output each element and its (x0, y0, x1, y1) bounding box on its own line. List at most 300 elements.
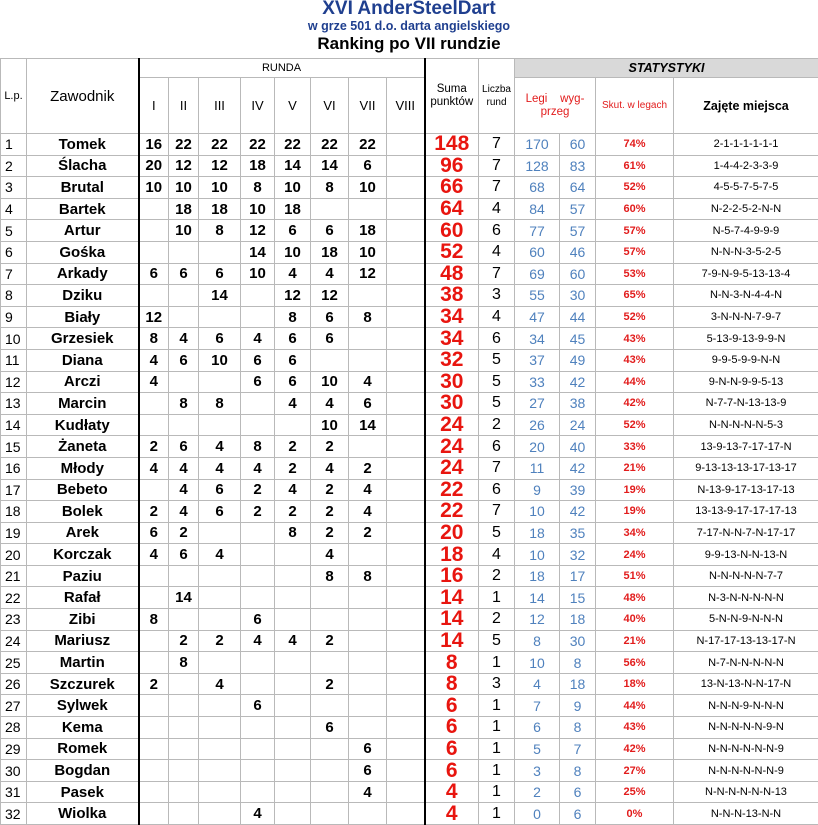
round-score-cell (139, 717, 169, 739)
round-score-cell: 6 (349, 760, 387, 782)
rounds-played-cell: 1 (479, 738, 515, 760)
legs-lost-cell: 9 (560, 695, 596, 717)
legs-lost-cell: 38 (560, 393, 596, 415)
player-name-cell: Młody (27, 457, 139, 479)
places-cell: 5-13-9-13-9-9-N (674, 328, 818, 350)
round-score-cell (387, 371, 425, 393)
round-score-cell (169, 414, 199, 436)
round-score-cell (241, 522, 275, 544)
player-name-cell: Ślacha (27, 155, 139, 177)
effectiveness-cell: 33% (596, 436, 674, 458)
legs-lost-cell: 15 (560, 587, 596, 609)
table-row (1, 198, 818, 220)
table-row (1, 349, 818, 371)
legs-lost-cell: 6 (560, 781, 596, 803)
round-score-cell (241, 717, 275, 739)
legs-lost-cell: 18 (560, 609, 596, 631)
round-score-cell (387, 717, 425, 739)
player-name-cell: Arek (27, 522, 139, 544)
places-cell: N-17-17-13-13-17-N (674, 630, 818, 652)
round-score-cell: 10 (169, 220, 199, 242)
round-score-cell: 8 (241, 177, 275, 199)
round-score-cell (139, 738, 169, 760)
rank-cell: 22 (1, 587, 27, 609)
round-score-cell: 22 (169, 134, 199, 156)
places-cell: N-3-N-N-N-N-N (674, 587, 818, 609)
player-name-cell: Arczi (27, 371, 139, 393)
round-score-cell (349, 609, 387, 631)
sum-header: Suma punktów (425, 59, 479, 134)
legs-won-cell: 34 (515, 328, 560, 350)
round-score-cell (139, 781, 169, 803)
round-score-cell (139, 630, 169, 652)
rank-cell: 16 (1, 457, 27, 479)
round-score-cell: 18 (349, 220, 387, 242)
table-row (1, 479, 818, 501)
legs-lost-label: przeg (541, 106, 570, 118)
total-points-cell: 32 (425, 349, 479, 371)
effectiveness-cell: 25% (596, 781, 674, 803)
total-points-cell: 6 (425, 717, 479, 739)
round-score-cell: 2 (241, 501, 275, 523)
table-row (1, 414, 818, 436)
round-score-cell (169, 803, 199, 825)
round-score-cell: 12 (349, 263, 387, 285)
round-score-cell (275, 544, 311, 566)
legs-lost-cell: 42 (560, 457, 596, 479)
total-points-cell: 30 (425, 371, 479, 393)
places-cell: 9-9-5-9-9-N-N (674, 349, 818, 371)
table-row (1, 134, 818, 156)
round-score-cell: 22 (199, 134, 241, 156)
legs-lost-cell: 49 (560, 349, 596, 371)
rounds-played-cell: 7 (479, 263, 515, 285)
rounds-played-cell: 5 (479, 630, 515, 652)
player-name-cell: Bogdan (27, 760, 139, 782)
round-score-cell (387, 134, 425, 156)
round-score-cell (311, 652, 349, 674)
table-row (1, 630, 818, 652)
total-points-cell: 66 (425, 177, 479, 199)
round-score-cell (275, 760, 311, 782)
round-score-cell: 6 (199, 263, 241, 285)
places-cell: N-N-N-13-N-N (674, 803, 818, 825)
round-score-cell: 4 (275, 630, 311, 652)
places-cell: N-5-7-4-9-9-9 (674, 220, 818, 242)
round-score-cell (241, 565, 275, 587)
round-score-cell (199, 587, 241, 609)
round-score-cell: 4 (349, 479, 387, 501)
round-score-cell (275, 587, 311, 609)
round-score-cell: 10 (311, 371, 349, 393)
round-score-cell (387, 328, 425, 350)
round-score-cell (387, 414, 425, 436)
effectiveness-cell: 21% (596, 457, 674, 479)
effectiveness-cell: 43% (596, 328, 674, 350)
round-score-cell: 4 (199, 436, 241, 458)
round-header-1: I (139, 78, 169, 134)
places-cell: 1-4-4-2-3-3-9 (674, 155, 818, 177)
rank-cell: 3 (1, 177, 27, 199)
legs-won-cell: 60 (515, 241, 560, 263)
round-score-cell: 2 (199, 630, 241, 652)
round-score-cell: 4 (241, 328, 275, 350)
round-score-cell (139, 479, 169, 501)
total-points-cell: 6 (425, 760, 479, 782)
table-row (1, 177, 818, 199)
effectiveness-cell: 24% (596, 544, 674, 566)
round-score-cell (241, 587, 275, 609)
places-cell: N-2-2-5-2-N-N (674, 198, 818, 220)
places-header: Zajęte miejsca (674, 78, 818, 134)
round-score-cell: 6 (275, 328, 311, 350)
rank-cell: 32 (1, 803, 27, 825)
legs-won-cell: 12 (515, 609, 560, 631)
round-score-cell: 4 (169, 479, 199, 501)
places-cell: 9-N-N-9-9-5-13 (674, 371, 818, 393)
rounds-played-cell: 5 (479, 522, 515, 544)
table-row (1, 457, 818, 479)
rounds-played-cell: 7 (479, 177, 515, 199)
round-score-cell (275, 673, 311, 695)
round-score-cell: 10 (169, 177, 199, 199)
rounds-played-cell: 1 (479, 695, 515, 717)
rank-cell: 31 (1, 781, 27, 803)
round-score-cell: 6 (349, 738, 387, 760)
round-score-cell (387, 349, 425, 371)
round-score-cell: 14 (169, 587, 199, 609)
rounds-played-cell: 1 (479, 587, 515, 609)
round-score-cell (169, 609, 199, 631)
round-header-7: VII (349, 78, 387, 134)
effectiveness-cell: 57% (596, 241, 674, 263)
round-score-cell: 4 (139, 544, 169, 566)
round-score-cell (199, 717, 241, 739)
table-row (1, 609, 818, 631)
round-score-cell: 2 (275, 457, 311, 479)
round-score-cell: 6 (311, 717, 349, 739)
round-score-cell: 14 (349, 414, 387, 436)
total-points-cell: 48 (425, 263, 479, 285)
rounds-played-cell: 1 (479, 803, 515, 825)
legs-won-cell: 10 (515, 544, 560, 566)
places-cell: 7-9-N-9-5-13-13-4 (674, 263, 818, 285)
round-score-cell: 2 (139, 501, 169, 523)
player-name-cell: Diana (27, 349, 139, 371)
total-points-cell: 24 (425, 414, 479, 436)
legs-lost-cell: 7 (560, 738, 596, 760)
round-score-cell: 12 (275, 285, 311, 307)
round-score-cell: 14 (241, 241, 275, 263)
legs-lost-cell: 18 (560, 673, 596, 695)
round-score-cell: 2 (139, 436, 169, 458)
legs-won-cell: 20 (515, 436, 560, 458)
places-cell: 3-N-N-N-7-9-7 (674, 306, 818, 328)
round-score-cell (169, 717, 199, 739)
places-cell: 2-1-1-1-1-1-1 (674, 134, 818, 156)
round-score-cell (349, 695, 387, 717)
effectiveness-cell: 42% (596, 738, 674, 760)
round-score-cell (169, 565, 199, 587)
round-score-cell (139, 285, 169, 307)
total-points-cell: 20 (425, 522, 479, 544)
lp-header: L.p. (1, 59, 27, 134)
round-score-cell: 20 (139, 155, 169, 177)
player-name-cell: Tomek (27, 134, 139, 156)
rank-cell: 27 (1, 695, 27, 717)
round-score-cell: 8 (275, 522, 311, 544)
round-score-cell (169, 673, 199, 695)
round-score-cell (349, 285, 387, 307)
round-score-cell (275, 695, 311, 717)
round-header-4: IV (241, 78, 275, 134)
player-name-cell: Martin (27, 652, 139, 674)
rounds-played-header: Liczba rund (479, 59, 515, 134)
round-score-cell: 6 (241, 695, 275, 717)
rank-cell: 10 (1, 328, 27, 350)
round-header-3: III (199, 78, 241, 134)
round-score-cell: 6 (139, 522, 169, 544)
round-score-cell (311, 781, 349, 803)
round-score-cell (387, 695, 425, 717)
rank-cell: 25 (1, 652, 27, 674)
round-score-cell: 4 (169, 328, 199, 350)
round-score-cell (199, 522, 241, 544)
legs-won-cell: 5 (515, 738, 560, 760)
round-score-cell (387, 436, 425, 458)
round-score-cell: 4 (311, 457, 349, 479)
legs-won-cell: 10 (515, 501, 560, 523)
effectiveness-cell: 60% (596, 198, 674, 220)
round-score-cell (387, 522, 425, 544)
round-score-cell (311, 198, 349, 220)
round-score-cell (275, 803, 311, 825)
table-row (1, 695, 818, 717)
round-score-cell (241, 306, 275, 328)
rank-cell: 7 (1, 263, 27, 285)
sheet-heading: Ranking po VII rundzie (0, 34, 818, 56)
round-score-cell: 12 (139, 306, 169, 328)
round-score-cell: 22 (241, 134, 275, 156)
places-cell: N-7-7-N-13-13-9 (674, 393, 818, 415)
rounds-played-cell: 3 (479, 673, 515, 695)
places-cell: N-N-N-N-N-N-9 (674, 738, 818, 760)
round-score-cell: 4 (275, 263, 311, 285)
places-cell: 7-17-N-N-7-N-17-17 (674, 522, 818, 544)
round-score-cell (387, 263, 425, 285)
round-score-cell (241, 652, 275, 674)
rounds-played-cell: 6 (479, 479, 515, 501)
round-header-8: VIII (387, 78, 425, 134)
round-score-cell (275, 652, 311, 674)
round-score-cell (199, 760, 241, 782)
rank-cell: 30 (1, 760, 27, 782)
round-score-cell: 2 (349, 457, 387, 479)
round-score-cell: 6 (275, 371, 311, 393)
total-points-cell: 4 (425, 781, 479, 803)
rank-cell: 21 (1, 565, 27, 587)
table-row (1, 587, 818, 609)
places-cell: N-N-N-N-N-N-9 (674, 760, 818, 782)
rounds-played-cell: 7 (479, 501, 515, 523)
total-points-cell: 30 (425, 393, 479, 415)
round-score-cell (169, 738, 199, 760)
round-score-cell: 6 (311, 220, 349, 242)
round-score-cell: 10 (199, 349, 241, 371)
legs-lost-cell: 40 (560, 436, 596, 458)
round-score-cell: 4 (169, 501, 199, 523)
legs-won-cell: 26 (515, 414, 560, 436)
round-score-cell (387, 220, 425, 242)
legs-won-cell: 84 (515, 198, 560, 220)
total-points-cell: 14 (425, 587, 479, 609)
table-row (1, 393, 818, 415)
total-points-cell: 22 (425, 501, 479, 523)
round-score-cell: 10 (241, 198, 275, 220)
rank-cell: 26 (1, 673, 27, 695)
round-score-cell (275, 781, 311, 803)
rounds-played-cell: 4 (479, 198, 515, 220)
rank-cell: 20 (1, 544, 27, 566)
round-score-cell: 2 (311, 522, 349, 544)
player-name-cell: Marcin (27, 393, 139, 415)
round-score-cell: 2 (311, 630, 349, 652)
round-score-cell: 6 (169, 544, 199, 566)
round-score-cell (139, 587, 169, 609)
rank-cell: 2 (1, 155, 27, 177)
rank-cell: 13 (1, 393, 27, 415)
places-cell: N-N-N-N-N-7-7 (674, 565, 818, 587)
table-row (1, 501, 818, 523)
round-score-cell (311, 587, 349, 609)
places-cell: N-N-N-9-N-N-N (674, 695, 818, 717)
round-score-cell: 6 (169, 263, 199, 285)
round-score-cell (275, 565, 311, 587)
round-header-6: VI (311, 78, 349, 134)
round-score-cell (349, 630, 387, 652)
rounds-played-cell: 6 (479, 328, 515, 350)
round-score-cell: 6 (199, 479, 241, 501)
round-score-cell (387, 673, 425, 695)
player-name-cell: Żaneta (27, 436, 139, 458)
round-score-cell: 18 (275, 198, 311, 220)
round-score-cell: 8 (199, 220, 241, 242)
legs-label: Legi (526, 93, 548, 105)
rank-cell: 1 (1, 134, 27, 156)
player-name-cell: Brutal (27, 177, 139, 199)
round-score-cell (139, 241, 169, 263)
legs-lost-cell: 42 (560, 371, 596, 393)
round-score-cell: 6 (169, 436, 199, 458)
round-score-cell: 10 (349, 177, 387, 199)
table-row (1, 220, 818, 242)
rounds-played-cell: 4 (479, 544, 515, 566)
total-points-cell: 6 (425, 695, 479, 717)
round-score-cell (241, 781, 275, 803)
legs-lost-cell: 32 (560, 544, 596, 566)
round-score-cell (241, 544, 275, 566)
legs-won-cell: 0 (515, 803, 560, 825)
round-score-cell (311, 738, 349, 760)
total-points-cell: 148 (425, 134, 479, 156)
places-cell: N-13-9-17-13-17-13 (674, 479, 818, 501)
round-score-cell: 2 (139, 673, 169, 695)
round-score-cell (349, 587, 387, 609)
total-points-cell: 22 (425, 479, 479, 501)
player-name-cell: Rafał (27, 587, 139, 609)
round-score-cell: 8 (169, 393, 199, 415)
rank-cell: 29 (1, 738, 27, 760)
table-row (1, 544, 818, 566)
legs-won-cell: 33 (515, 371, 560, 393)
round-score-cell (139, 414, 169, 436)
table-row (1, 436, 818, 458)
round-score-cell: 8 (349, 306, 387, 328)
round-score-cell (199, 241, 241, 263)
round-score-cell: 10 (241, 263, 275, 285)
table-row (1, 328, 818, 350)
rank-cell: 15 (1, 436, 27, 458)
legs-won-cell: 10 (515, 652, 560, 674)
table-row (1, 781, 818, 803)
effectiveness-cell: 56% (596, 652, 674, 674)
round-score-cell: 8 (199, 393, 241, 415)
round-score-cell (311, 760, 349, 782)
legs-lost-cell: 24 (560, 414, 596, 436)
round-score-cell (241, 738, 275, 760)
round-score-cell: 4 (169, 457, 199, 479)
rank-cell: 11 (1, 349, 27, 371)
round-score-cell: 6 (311, 306, 349, 328)
rounds-played-cell: 2 (479, 565, 515, 587)
rounds-played-cell: 6 (479, 220, 515, 242)
round-score-cell (169, 781, 199, 803)
round-score-cell (241, 393, 275, 415)
effectiveness-cell: 51% (596, 565, 674, 587)
round-score-cell: 4 (139, 457, 169, 479)
table-row (1, 565, 818, 587)
effectiveness-cell: 52% (596, 306, 674, 328)
round-score-cell (387, 738, 425, 760)
rounds-played-cell: 1 (479, 717, 515, 739)
table-row (1, 803, 818, 825)
round-score-cell: 4 (199, 457, 241, 479)
rank-cell: 19 (1, 522, 27, 544)
round-score-cell: 10 (275, 241, 311, 263)
round-score-cell: 10 (275, 177, 311, 199)
legs-won-cell: 37 (515, 349, 560, 371)
rank-cell: 5 (1, 220, 27, 242)
round-score-cell: 4 (241, 630, 275, 652)
round-score-cell (169, 285, 199, 307)
total-points-cell: 4 (425, 803, 479, 825)
round-score-cell: 18 (199, 198, 241, 220)
round-score-cell: 10 (349, 241, 387, 263)
table-row (1, 263, 818, 285)
round-score-cell: 8 (241, 436, 275, 458)
legs-won-cell: 27 (515, 393, 560, 415)
rank-cell: 23 (1, 609, 27, 631)
round-score-cell: 4 (241, 457, 275, 479)
round-score-cell (349, 328, 387, 350)
total-points-cell: 34 (425, 328, 479, 350)
player-name-cell: Kema (27, 717, 139, 739)
rounds-played-cell: 2 (479, 414, 515, 436)
round-score-cell (349, 544, 387, 566)
total-points-cell: 8 (425, 673, 479, 695)
round-score-cell (387, 177, 425, 199)
legs-lost-cell: 8 (560, 652, 596, 674)
